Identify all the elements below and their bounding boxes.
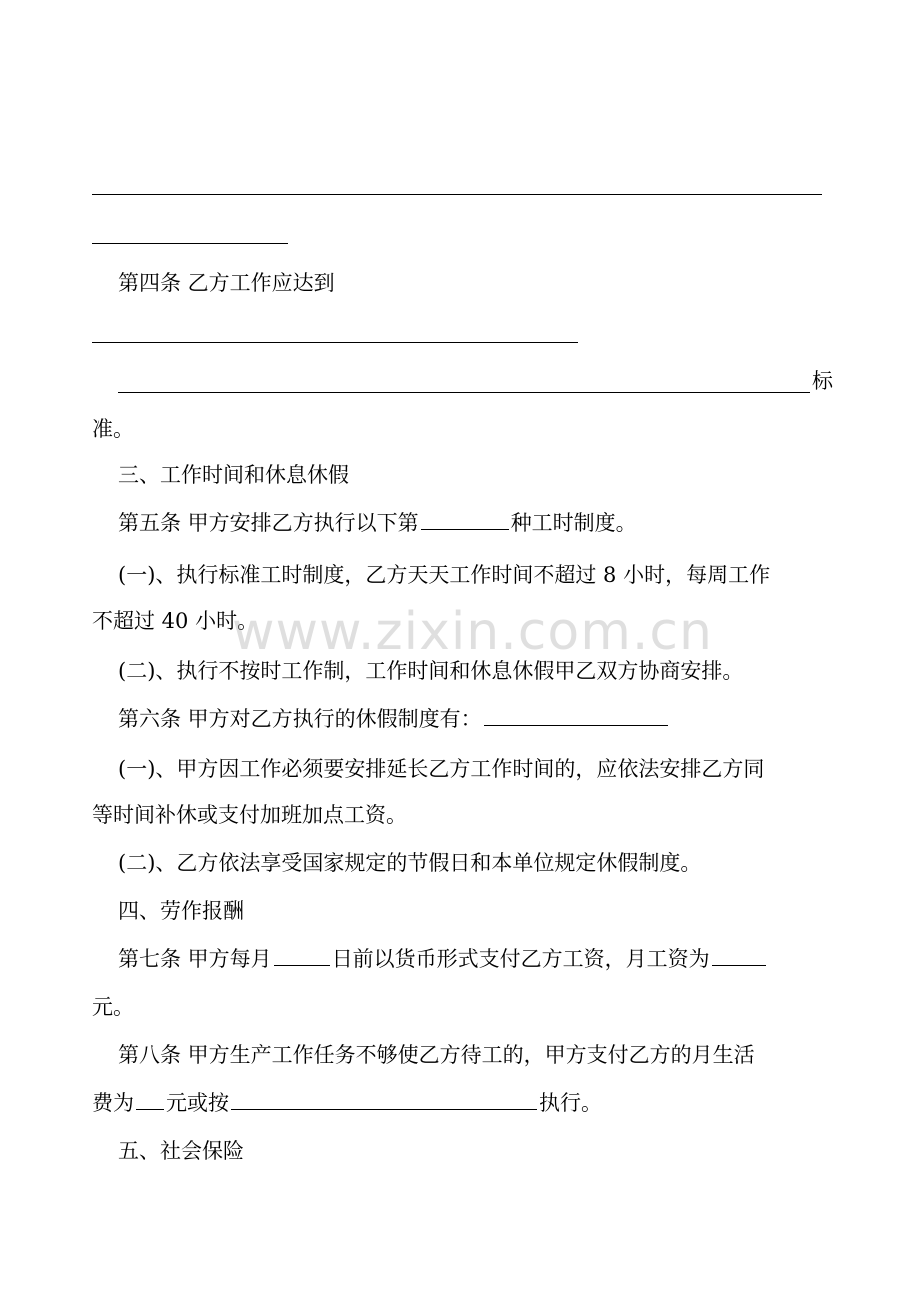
section-4-heading: 四、劳作报酬	[118, 899, 244, 923]
fill-blank	[484, 705, 668, 726]
article-8: 第八条 甲方生产工作任务不够使乙方待工的，甲方支付乙方的月生活	[118, 1043, 755, 1067]
text: 元或按	[166, 1091, 229, 1115]
article-4: 第四条 乙方工作应达到	[118, 271, 335, 295]
article-4-end: 标	[812, 369, 833, 393]
blank-line	[118, 392, 810, 393]
fill-blank	[712, 945, 766, 966]
article-5-item-2: (二)、执行不按时工作制，工作时间和休息休假甲乙双方协商安排。	[118, 659, 744, 683]
blank-line	[92, 194, 822, 195]
text: 第七条 甲方每月	[118, 947, 272, 971]
article-6-item-1: (一)、甲方因工作必须要安排延长乙方工作时间的，应依法安排乙方同	[118, 757, 765, 781]
watermark: www.zixin.com.cn	[232, 602, 713, 662]
fill-blank	[274, 945, 330, 966]
article-6-item-1-cont: 等时间补休或支付加班加点工资。	[92, 803, 407, 827]
article-5	[118, 508, 637, 538]
fill-blank	[421, 509, 509, 530]
section-3-heading: 三、工作时间和休息休假	[118, 463, 349, 487]
text: 种工时制度。	[510, 511, 637, 535]
article-7	[118, 944, 768, 974]
article-5-item-1: (一)、执行标准工时制度，乙方天天工作时间不超过 8 小时，每周工作	[118, 563, 771, 587]
blank-line	[92, 243, 288, 244]
blank-line	[92, 342, 578, 343]
article-6-item-2: (二)、乙方依法享受国家规定的节假日和本单位规定休假制度。	[118, 851, 702, 875]
text: 日前以货币形式支付乙方工资，月工资为	[331, 947, 710, 971]
section-5-heading: 五、社会保险	[118, 1139, 244, 1163]
article-7-cont: 元。	[92, 995, 134, 1019]
article-6	[118, 704, 670, 734]
text: 第五条 甲方安排乙方执行以下第	[118, 511, 419, 535]
article-5-item-1-cont: 不超过 40 小时。	[92, 609, 259, 633]
fill-blank	[136, 1089, 164, 1110]
fill-blank	[231, 1089, 537, 1110]
text: 第六条 甲方对乙方执行的休假制度有：	[118, 707, 482, 731]
article-8-cont	[92, 1088, 602, 1118]
text: 费为	[92, 1091, 134, 1115]
article-4-end-cont: 准。	[92, 417, 134, 441]
text: 执行。	[539, 1091, 602, 1115]
